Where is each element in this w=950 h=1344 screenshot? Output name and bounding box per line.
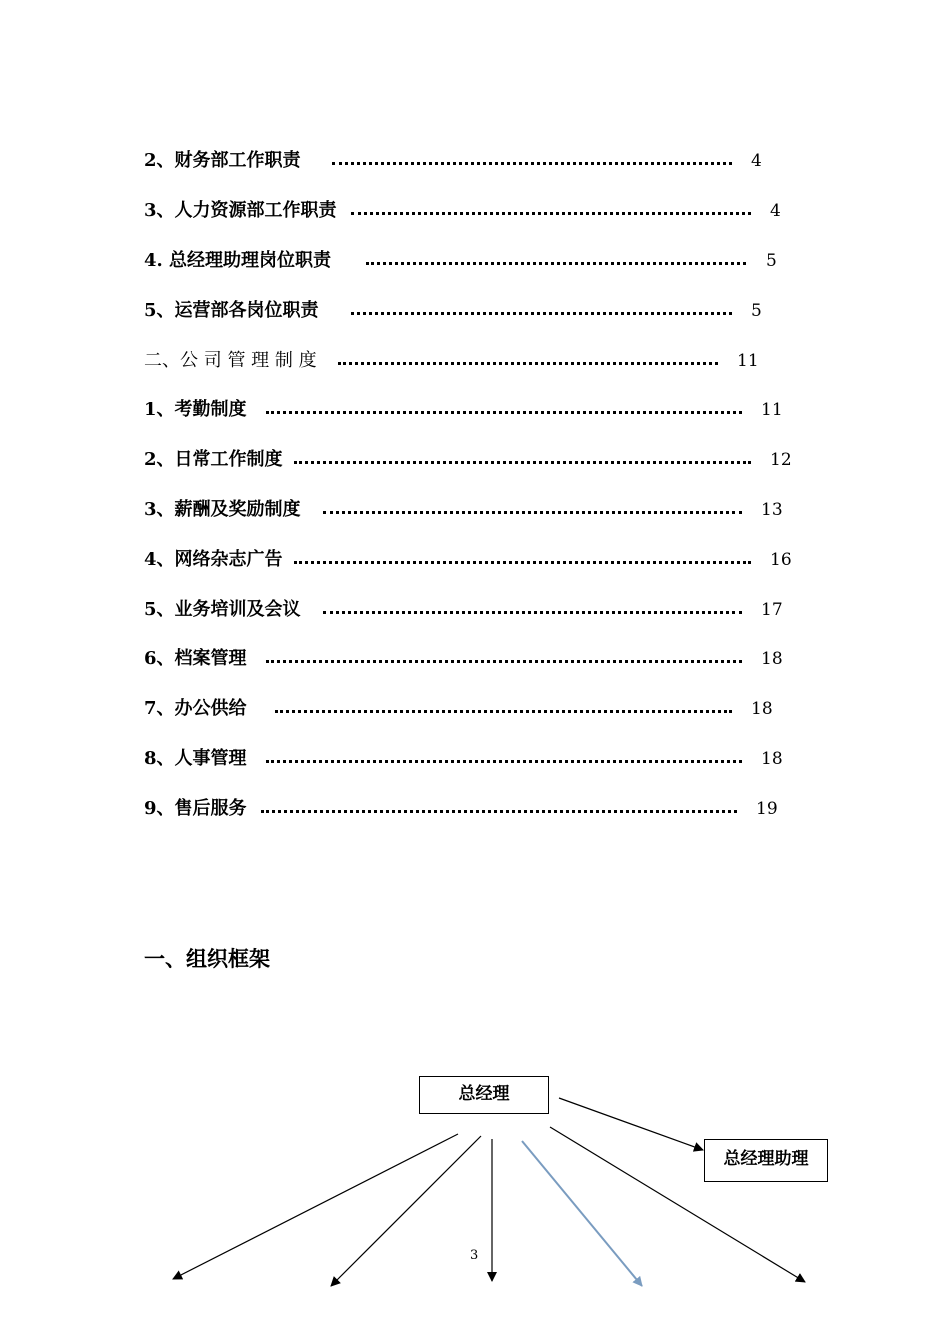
toc-entry-label: 4. 总经理助理岗位职责 [144, 250, 332, 271]
toc-entry-page: 18 [751, 699, 773, 719]
toc-entry-label: 1、考勤制度 [144, 399, 247, 420]
general-manager-box: 总经理 [419, 1076, 549, 1114]
toc-entry-label: 7、办公供给 [144, 698, 247, 719]
toc-entry-page: 5 [766, 251, 777, 271]
arrow-to-department-2 [331, 1136, 481, 1286]
toc-entry-page: 4 [770, 201, 781, 221]
toc-entry-label: 9、售后服务 [144, 798, 247, 819]
page-number: 3 [470, 1248, 479, 1263]
toc-entry-label: 4、网络杂志广告 [144, 549, 283, 570]
toc-entry-label: 2、日常工作制度 [144, 449, 283, 470]
toc-entry-label: 3、人力资源部工作职责 [144, 200, 337, 221]
toc-entry-label: 5、业务培训及会议 [144, 599, 301, 620]
arrow-to-department-4 [522, 1141, 642, 1286]
toc-entry-page: 5 [751, 301, 762, 321]
toc-entry-label: 2、财务部工作职责 [144, 150, 301, 171]
toc-entry-page: 18 [761, 649, 783, 669]
toc-entry-page: 12 [770, 450, 792, 470]
toc-entry-page: 18 [761, 749, 783, 769]
toc-entry-label: 3、薪酬及奖励制度 [144, 499, 301, 520]
section-title: 一、组织框架 [144, 946, 270, 971]
toc-entry-page: 4 [751, 151, 762, 171]
toc-entry-label: 6、档案管理 [144, 648, 247, 669]
assistant-manager-box: 总经理助理 [704, 1139, 828, 1182]
toc-entry-page: 11 [737, 351, 759, 371]
toc-entry-page: 13 [761, 500, 783, 520]
toc-entry-label: 8、人事管理 [144, 748, 247, 769]
toc-entry-page: 19 [756, 799, 778, 819]
arrow-to-assistant [559, 1098, 703, 1150]
toc-entry-page: 17 [761, 600, 783, 620]
toc-entry-page: 11 [761, 400, 783, 420]
toc-entry-label: 二、公 司 管 理 制 度 [144, 350, 317, 371]
toc-entry-label: 5、运营部各岗位职责 [144, 300, 319, 321]
arrow-to-department-1 [173, 1134, 458, 1279]
toc-entry-page: 16 [770, 550, 792, 570]
